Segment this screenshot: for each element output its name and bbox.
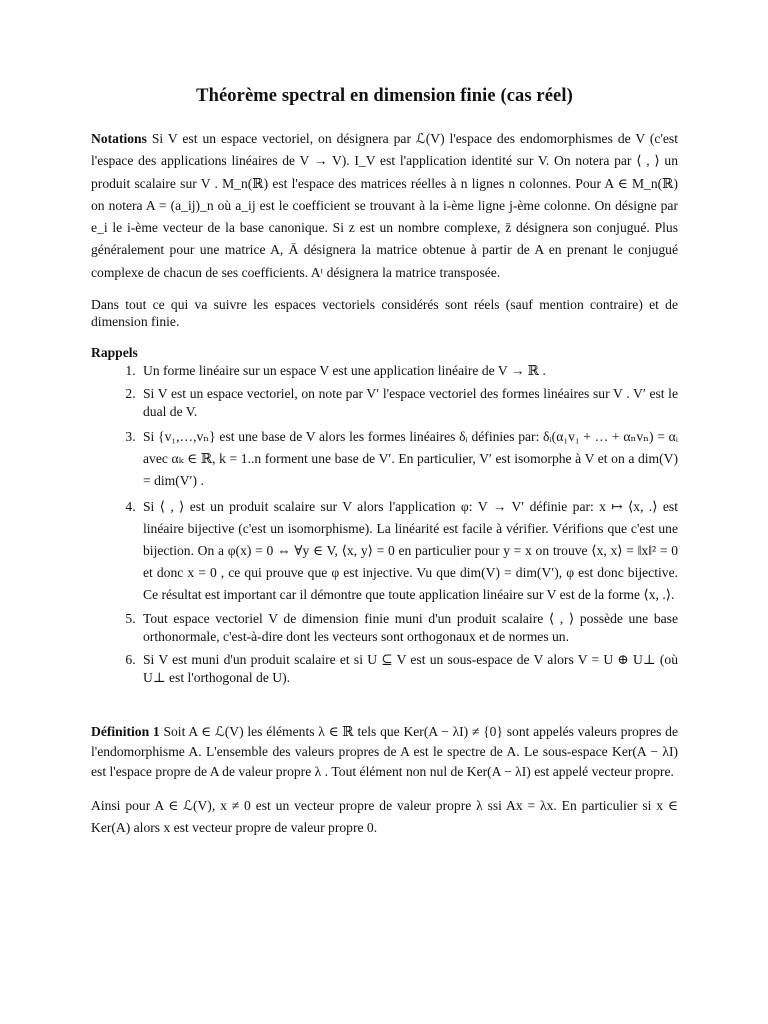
definition-paragraph: [91, 722, 678, 783]
notations-paragraph: [91, 128, 678, 284]
example-paragraph: Ainsi pour A ∈ ℒ(V), x ≠ 0 est un vecteur propre de valeur propre λ ssi Ax = λx. En particulier si x ∈ Ker(A) alors x est vecteur propre de valeur propre 0.: [91, 798, 678, 836]
rappels-list: [91, 362, 678, 688]
list-item: 6. Si V est muni d'un produit scalaire et si U ⊆ V est un sous-espace de V alors V = U ⊕ U⊥ (où U⊥ est l'orthogonal de U).: [139, 651, 678, 688]
definition-text: Soit A ∈ ℒ(V) les éléments λ ∈ ℝ tels que Ker(A − λI) ≠ {0} sont appelés valeurs propres de l'endomorphisme A. L'ensemble des valeurs propres de A est le spectre de A. Le sous-espace Ker(A − λI) est l'espace propre de A de valeur propre λ . Tout élément non nul de Ker(A − λI) est appelé vecteur propre.: [91, 723, 678, 779]
list-item: 3. Si {v₁,…,vₙ} est une base de V alors les formes linéaires δᵢ définies par: δᵢ(α₁v₁ + … + αₙvₙ) = αᵢ avec αₖ ∈ ℝ, k = 1..n forment une base de V′. En particulier, V′ est isomorphe à V et on a dim(V) = dim(V′) .: [139, 426, 678, 492]
list-item: 4. Si ⟨ , ⟩ est un produit scalaire sur V alors l'application φ: V → V′ définie par: x ↦ ⟨x, .⟩ est linéaire bijective (c'est un isomorphisme). La linéarité est facile à vérifier. Vérifions que c'est une bijection. On a φ(x) = 0 ⇔ ∀y ∈ V, ⟨x, y⟩ = 0 en particulier pour y = x on trouve ⟨x, x⟩ = ‖x‖² = 0 et donc x = 0 , ce qui prouve que φ est injective. Vu que dim(V) = dim(V′), φ est donc bijective. Ce résultat est important car il démontre que toute application linéaire sur V est de la forme ⟨x, .⟩.: [139, 496, 678, 606]
list-item: 5. Tout espace vectoriel V de dimension finie muni d'un produit scalaire ⟨ , ⟩ possède une base orthonormale, c'est-à-dire dont les vecteurs sont orthogonaux et de normes un.: [139, 610, 678, 647]
list-item: 2. Si V est un espace vectoriel, on note par V′ l'espace vectoriel des formes linéaires sur V . V′ est le dual de V.: [139, 385, 678, 422]
rappels-heading: Rappels: [91, 345, 138, 361]
page-title: Théorème spectral en dimension finie (cas réel): [196, 86, 573, 106]
definition-label: Définition 1: [91, 723, 160, 739]
list-item: 1. Un forme linéaire sur un espace V est une application linéaire de V → ℝ .: [139, 362, 678, 381]
notations-text: Si V est un espace vectoriel, on désignera par ℒ(V) l'espace des endomorphismes de V (c'est l'espace des applications linéaires de V → V). I_V est l'application identité sur V. On notera par ⟨ , ⟩ un produit scalaire sur V . M_n(ℝ) est l'espace des matrices réelles à n lignes n colonnes. Pour A ∈ M_n(ℝ) on notera A = (a_ij)_n où a_ij est le coefficient se trouvant à la i-ème ligne j-ème colonne. On désigne par e_i le i-ème vecteur de la base canonique. Si z est un nombre complexe, z̄ désignera son conjugué. Plus généralement pour une matrice A, Ā désignera la matrice obtenue à partir de A en prenant le conjugué complexe de chacun de ses coefficients. Aᵗ désignera la matrice transposée.: [91, 131, 678, 280]
intro-paragraph: Dans tout ce qui va suivre les espaces vectoriels considérés sont réels (sauf mention contraire) et de dimension finie.: [91, 297, 678, 330]
notations-label: Notations: [91, 131, 147, 146]
